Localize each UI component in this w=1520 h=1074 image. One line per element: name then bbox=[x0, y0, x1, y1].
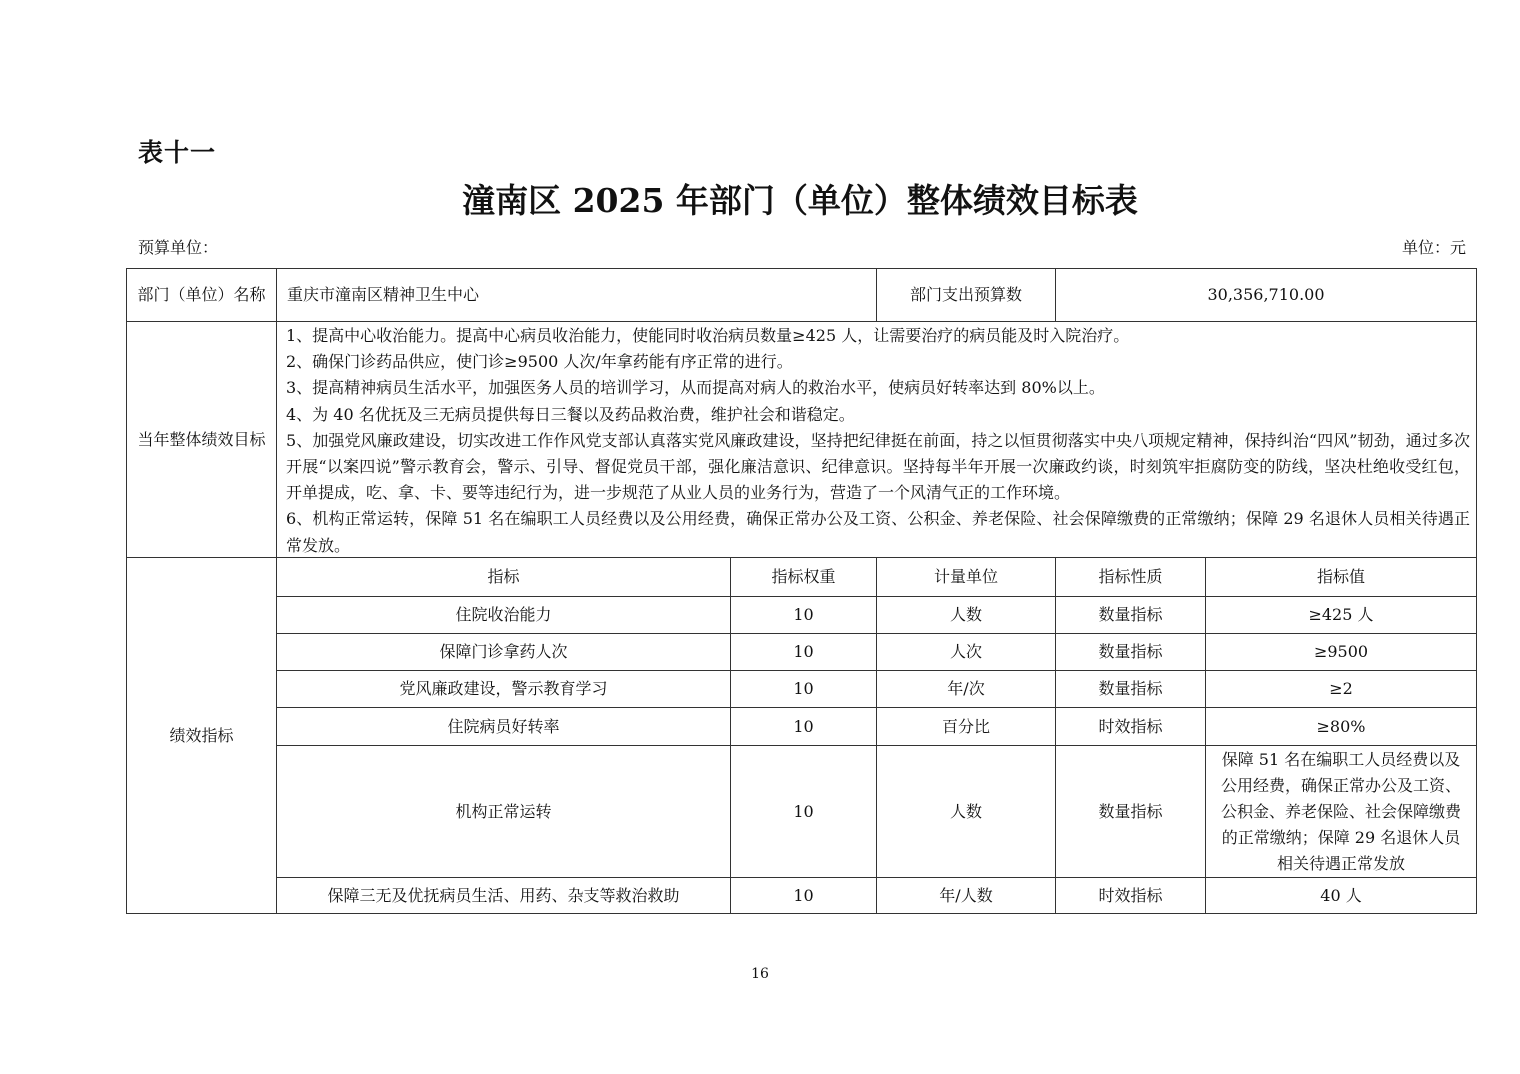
indicator-nature: 数量指标 bbox=[1055, 670, 1206, 708]
annual-goals-label: 当年整体绩效目标 bbox=[126, 321, 277, 558]
indicator-name: 保障三无及优抚病员生活、用药、杂支等救治救助 bbox=[276, 877, 731, 914]
indicator-value: ≥425 人 bbox=[1205, 596, 1477, 634]
indicator-weight: 10 bbox=[730, 596, 877, 634]
col-header-indicator: 指标 bbox=[276, 557, 731, 597]
indicator-value: ≥9500 bbox=[1205, 633, 1477, 671]
col-header-value: 指标值 bbox=[1205, 557, 1477, 597]
indicator-value: 40 人 bbox=[1205, 877, 1477, 914]
indicator-nature: 数量指标 bbox=[1055, 745, 1206, 878]
indicator-name: 机构正常运转 bbox=[276, 745, 731, 878]
goal-item: 4、为 40 名优抚及三无病员提供每日三餐以及药品救治费，维护社会和谐稳定。 bbox=[286, 404, 855, 424]
indicator-name: 保障门诊拿药人次 bbox=[276, 633, 731, 671]
indicator-unit: 人数 bbox=[876, 596, 1056, 634]
col-header-weight: 指标权重 bbox=[730, 557, 877, 597]
indicator-value: ≥2 bbox=[1205, 670, 1477, 708]
goal-item: 1、提高中心收治能力。提高中心病员收治能力，使能同时收治病员数量≥425 人，让需要治疗的病员能及时入院治疗。 bbox=[286, 326, 1130, 345]
annual-goals-content bbox=[276, 321, 1477, 558]
indicators-label: 绩效指标 bbox=[126, 557, 277, 914]
table-label: 表十一 bbox=[138, 138, 217, 167]
goal-item: 5、加强党风廉政建设，切实改进工作作风党支部认真落实党风廉政建设，坚持把纪律挺在前面，持之以恒贯彻落实中央八项规定精神，保持纠治“四风”韧劲，通过多次开展“以案四说”警示教育会，警示、引导、督促党员干部，强化廉洁意识、纪律意识。坚持每半年开展一次廉政约谈，时刻筑牢拒腐防变的防线，坚决杜绝收受红包，开单提成，吃、拿、卡、要等违纪行为，进一步规范了从业人员的业务行为，营造了一个风清气正的工作环境。 bbox=[286, 430, 1470, 503]
indicator-weight: 10 bbox=[730, 707, 877, 746]
indicator-weight: 10 bbox=[730, 745, 877, 878]
document-title: 潼南区 2025 年部门（单位）整体绩效目标表 bbox=[462, 181, 1138, 220]
indicator-unit: 人次 bbox=[876, 633, 1056, 671]
dept-name-value: 重庆市潼南区精神卫生中心 bbox=[276, 268, 877, 322]
col-header-nature: 指标性质 bbox=[1055, 557, 1206, 597]
indicator-nature: 时效指标 bbox=[1055, 877, 1206, 914]
indicator-unit: 年/人数 bbox=[876, 877, 1056, 914]
indicator-weight: 10 bbox=[730, 670, 877, 708]
indicator-value: ≥80% bbox=[1205, 707, 1477, 746]
goal-item: 2、确保门诊药品供应，使门诊≥9500 人次/年拿药能有序正常的进行。 bbox=[286, 352, 793, 372]
dept-budget-value: 30,356,710.00 bbox=[1055, 268, 1477, 322]
budget-unit-label: 预算单位： bbox=[138, 238, 219, 257]
goal-item: 6、机构正常运转，保障 51 名在编职工人员经费以及公用经费，确保正常办公及工资、公积金、养老保险、社会保障缴费的正常缴纳；保障 29 名退休人员相关待遇正常发放。 bbox=[286, 509, 1470, 555]
indicator-name: 住院病员好转率 bbox=[276, 707, 731, 746]
goal-item: 3、提高精神病员生活水平，加强医务人员的培训学习，从而提高对病人的救治水平，使病员好转率达到 80%以上。 bbox=[286, 378, 1105, 398]
indicator-name: 住院收治能力 bbox=[276, 596, 731, 634]
indicator-unit: 年/次 bbox=[876, 670, 1056, 708]
indicator-unit: 人数 bbox=[876, 745, 1056, 878]
dept-budget-label: 部门支出预算数 bbox=[876, 268, 1056, 322]
indicator-unit: 百分比 bbox=[876, 707, 1056, 746]
dept-name-label: 部门（单位）名称 bbox=[126, 268, 277, 322]
indicator-value: 保障 51 名在编职工人员经费以及公用经费，确保正常办公及工资、公积金、养老保险、社会保障缴费的正常缴纳；保障 29 名退休人员相关待遇正常发放 bbox=[1205, 745, 1477, 878]
indicator-nature: 数量指标 bbox=[1055, 596, 1206, 634]
indicator-nature: 数量指标 bbox=[1055, 633, 1206, 671]
indicator-name: 党风廉政建设，警示教育学习 bbox=[276, 670, 731, 708]
page-number: 16 bbox=[751, 966, 769, 982]
indicator-nature: 时效指标 bbox=[1055, 707, 1206, 746]
col-header-unit: 计量单位 bbox=[876, 557, 1056, 597]
indicator-weight: 10 bbox=[730, 633, 877, 671]
currency-unit: 单位：元 bbox=[1401, 238, 1466, 257]
indicator-weight: 10 bbox=[730, 877, 877, 914]
